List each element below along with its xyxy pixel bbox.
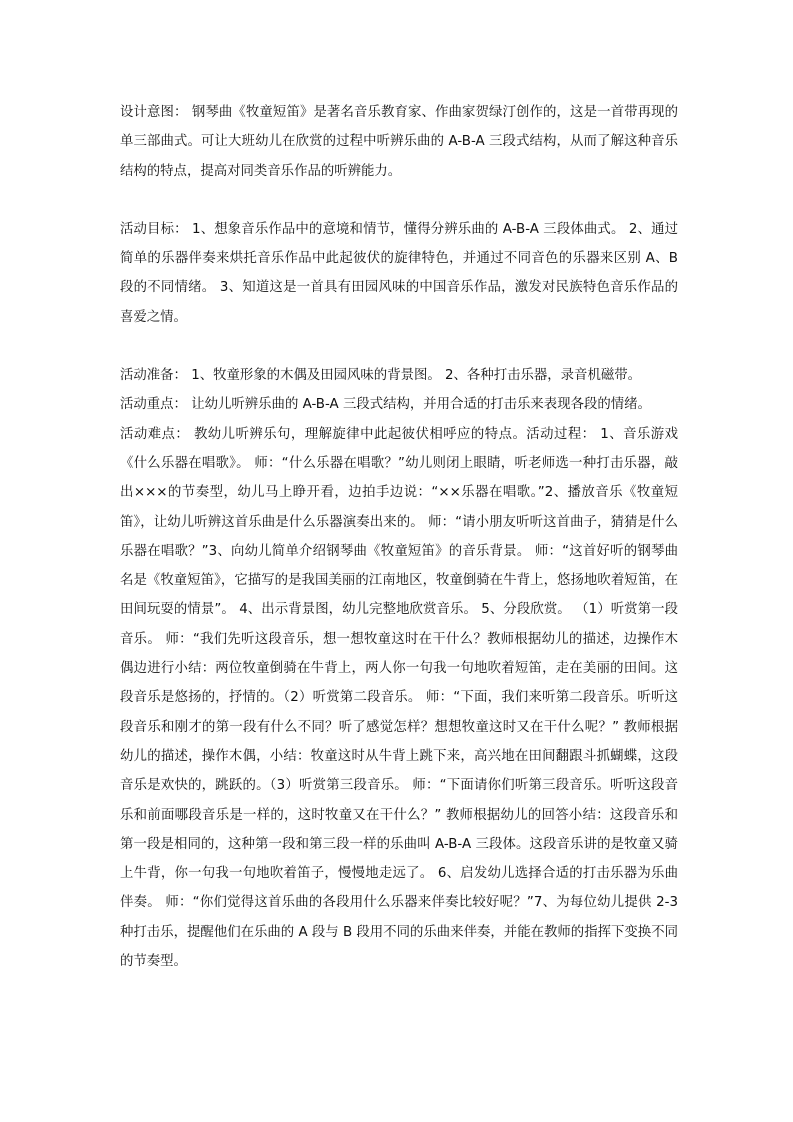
activity-key-point-paragraph: 活动重点： 让幼儿听辨乐曲的 A-B-A 三段式结构，并用合适的打击乐来表现各段的情绪。 <box>120 397 651 413</box>
activity-preparation-paragraph: 活动准备： 1、牧童形象的木偶及田园风味的背景图。 2、各种打击乐器，录音机磁带。 <box>120 368 642 384</box>
paragraph-spacer <box>120 332 678 361</box>
activity-goals-paragraph: 活动目标： 1、想象音乐作品中的意境和情节，懂得分辨乐曲的 A-B-A 三段体曲式。 2、通过简单的乐器伴奏来烘托音乐作品中此起彼伏的旋律特色，并通过不同音色的乐器来区别 A、B 段的不同情绪。 3、知道这是一首具有田园风味的中国音乐作品，激发对民族特色音乐作品的喜爱之情。 <box>120 221 678 325</box>
activity-difficulty-process-paragraph: 活动难点： 教幼儿听辨乐句，理解旋律中此起彼伏相呼应的特点。活动过程： 1、音乐游戏《什么乐器在唱歌》。 师：“什么乐器在唱歌？”幼儿则闭上眼睛，听老师选一种打击乐器，敲出×××的节奏型，幼儿马上睁开看，边拍手边说：“××乐器在唱歌。”2、播放音乐《牧童短笛》，让幼儿听辨这首乐曲是什么乐器演奏出来的。 师：“请小朋友听听这首曲子，猜猜是什么乐器在唱歌？”3、向幼儿简单介绍钢琴曲《牧童短笛》的音乐背景。 师：“这首好听的钢琴曲名是《牧童短笛》，它描写的是我国美丽的江南地区，牧童倒骑在牛背上，悠扬地吹着短笛，在田间玩耍的情景”。 4、出示背景图，幼儿完整地欣赏音乐。 5、分段欣赏。 （1）听赏第一段音乐。 师：“我们先听这段音乐，想一想牧童这时在干什么？教师根据幼儿的描述，边操作木偶边进行小结：两位牧童倒骑在牛背上，两人你一句我一句地吹着短笛，走在美丽的田间。这段音乐是悠扬的，抒情的。（2）听赏第二段音乐。 师：“下面，我们来听第二段音乐。听听这段音乐和刚才的第一段有什么不同？听了感觉怎样？想想牧童这时又在干什么呢？” 教师根据幼儿的描述，操作木偶，小结：牧童这时从牛背上跳下来，高兴地在田间翻跟斗抓蝴蝶，这段音乐是欢快的，跳跃的。（3）听赏第三段音乐。 师：“下面请你们听第三段音乐。听听这段音乐和前面哪段音乐是一样的，这时牧童又在干什么？” 教师根据幼儿的回答小结：这段音乐和第一段是相同的，这种第一段和第三段一样的乐曲叫 A-B-A 三段体。这段音乐讲的是牧童又骑上牛背，你一句我一句地吹着笛子，慢慢地走远了。 6、启发幼儿选择合适的打击乐器为乐曲伴奏。 师：“你们觉得这首乐曲的各段用什么乐器来伴奏比较好呢？”7、为每位幼儿提供 2-3 种打击乐，提醒他们在乐曲的 A 段与 B 段用不同的乐曲来伴奏，并能在教师的指挥下变换不同的节奏型。 <box>120 426 678 970</box>
design-intent-paragraph: 设计意图： 钢琴曲《牧童短笛》是著名音乐教育家、作曲家贺绿汀创作的，这是一首带再现的单三部曲式。可让大班幼儿在欣赏的过程中听辨乐曲的 A-B-A 三段式结构，从而了解这种音乐结构的特点，提高对同类音乐作品的听辨能力。 <box>120 105 678 179</box>
paragraph-spacer <box>120 186 678 215</box>
document-page <box>120 98 678 976</box>
